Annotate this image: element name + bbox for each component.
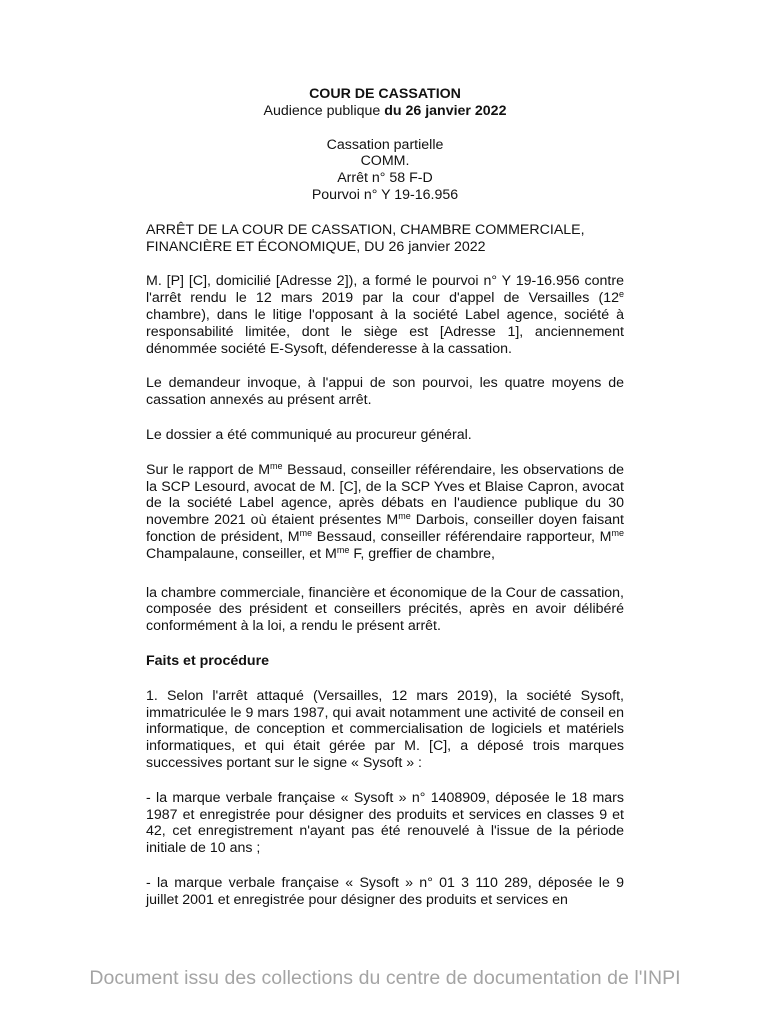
pourvoi-number: Pourvoi n° Y 19-16.956 [311,186,459,203]
footer-watermark: Document issu des collections du centre de documentation de l'INPI [89,967,681,989]
chamber-code: COMM. [360,153,410,170]
paragraph-text: Bessaud, conseiller référendaire rapporteur, M [312,528,612,545]
paragraph-text: F, greffier de chambre, [349,545,495,562]
superscript: e [618,289,624,300]
hearing-prefix: Audience publique [263,102,385,119]
arret-number: Arrêt n° 58 F-D [337,170,433,187]
paragraph-1: 1. Selon l'arrêt attaqué (Versailles, 12 mars 2019), la société Sysoft, immatriculée le 9 mars 1987, qui avait notamment une activité de conseil en informatique, de conception et commercialisation de logiciels et matériels informatiques, et qui était gérée par M. [C], a déposé trois marques successives portant sur le signe « Sysoft » : [146,687,624,771]
superscript: me [398,511,411,522]
paragraph-rapport [146,462,624,563]
decision-type: Cassation partielle [326,136,444,153]
paragraph-text: Champalaune, conseiller, et M [146,545,337,562]
paragraph-pourvoi [146,273,624,357]
decision-title: ARRÊT DE LA COUR DE CASSATION, CHAMBRE COMMERCIALE, FINANCIÈRE ET ÉCONOMIQUE, DU 26 janvier 2022 [146,221,585,255]
superscript: me [270,460,283,471]
paragraph-text: chambre), dans le litige l'opposant à la société Label agence, société à responsabilité limitée, dont le siège est [Adresse 1], anciennement dénommée société E-Sysoft, défenderesse à la cassation. [146,306,624,357]
superscript: me [336,544,350,555]
court-name: COUR DE CASSATION [309,86,461,102]
paragraph-moyens: Le demandeur invoque, à l'appui de son pourvoi, les quatre moyens de cassation annexés au présent arrêt. [146,375,624,409]
document-page [146,86,624,908]
superscript: me [611,527,625,538]
paragraph-communique: Le dossier a été communiqué au procureur général. [146,426,472,443]
paragraph-text: Darbois, conseiller doyen faisant fonction de président, M [146,512,624,545]
superscript: me [299,527,313,538]
paragraph-chambre: la chambre commerciale, financière et économique de la Cour de cassation, composée des président et conseillers précités, après en avoir délibéré conformément à la loi, a rendu le présent arrêt. [146,584,624,635]
hearing-date: du 26 janvier 2022 [384,102,507,119]
section-heading: Faits et procédure [146,652,269,669]
hearing-line [146,103,624,120]
paragraph-text: Bessaud, conseiller référendaire, les observations de la SCP Lesourd, avocat de M. [C], de la SCP Yves et Blaise Capron, avocat de la société Label agence, après débats en l'audience publique du 30 novembre 2021 où étaient présentes M [146,461,624,529]
list-item-marque-1: - la marque verbale française « Sysoft » n° 1408909, déposée le 18 mars 1987 et enregistrée pour désigner des produits et services en classes 9 et 42, cet enregistrement n'ayant pas été renouvelé à l'issue de la période initiale de 10 ans ; [146,789,624,857]
paragraph-text: Sur le rapport de M [146,461,271,478]
paragraph-text: M. [P] [C], domicilié [Adresse 2]), a formé le pourvoi n° Y 19-16.956 contre l'arrêt rendu le 12 mars 2019 par la cour d'appel de Versailles (12 [146,273,624,307]
list-item-marque-2: - la marque verbale française « Sysoft » n° 01 3 110 289, déposée le 9 juillet 2001 et enregistrée pour désigner des produits et services en [146,874,624,908]
